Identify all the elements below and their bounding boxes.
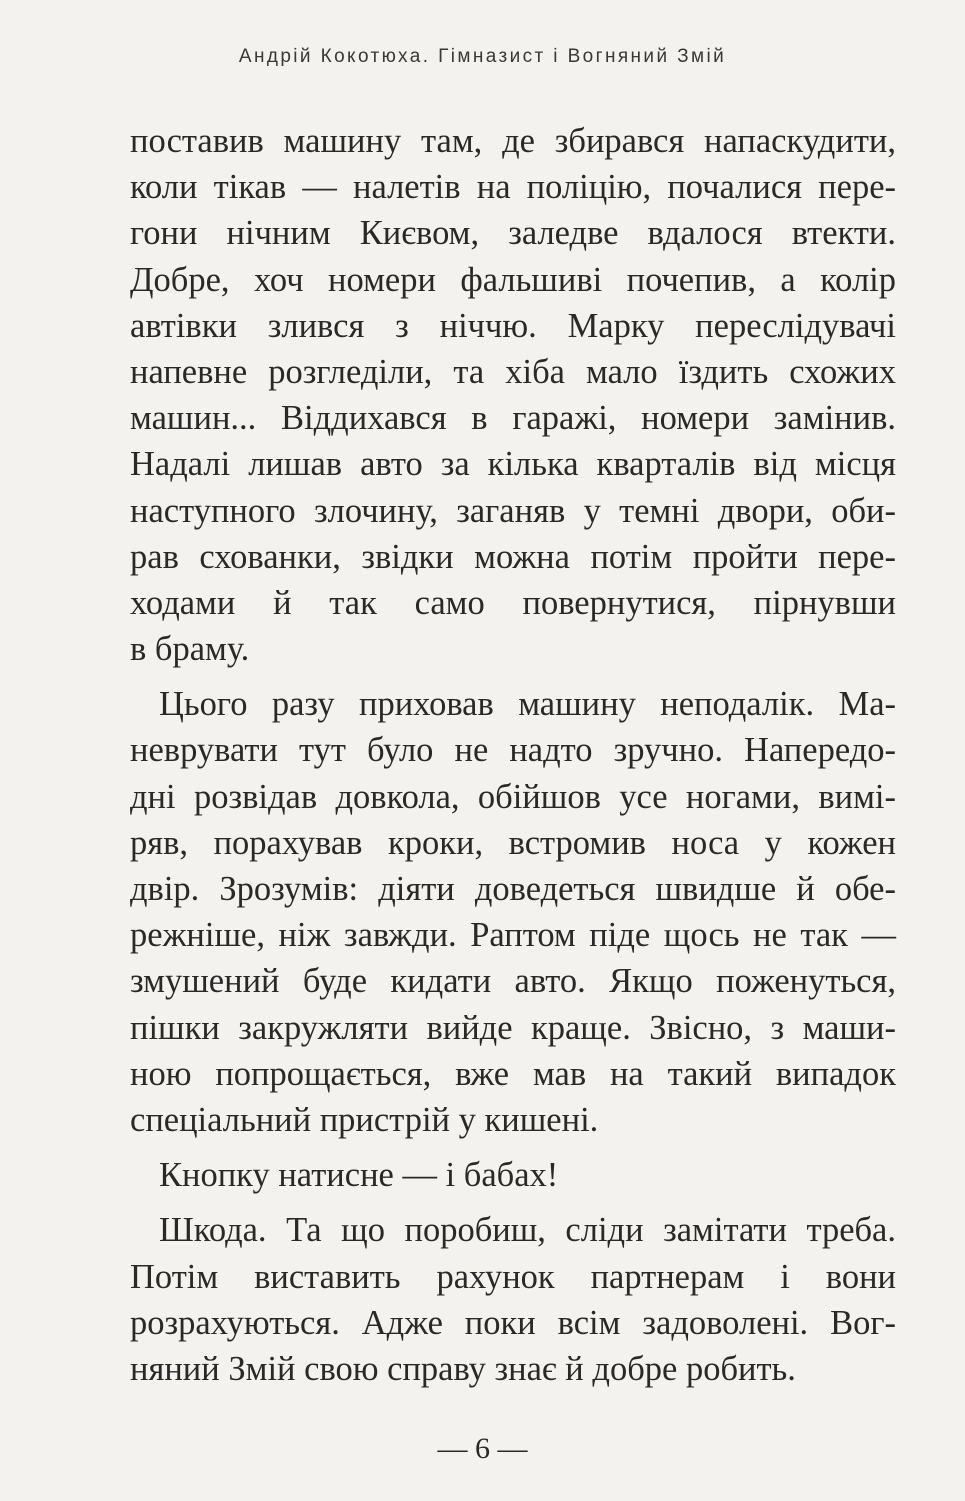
text-line: ходами й так само повернутися, пірнувши xyxy=(130,583,896,622)
paragraph xyxy=(130,681,896,1143)
paragraph xyxy=(130,118,896,672)
paragraph xyxy=(130,1152,896,1198)
text-line: автівки злився з ніччю. Марку переслідувачі xyxy=(130,306,896,345)
text-line: режніше, ніж завжди. Раптом піде щось не так — xyxy=(130,916,896,955)
text-line: Цього разу приховав машину неподалік. Ма- xyxy=(159,685,896,724)
body-text xyxy=(130,118,896,1392)
text-line: машин... Віддихався в гаражі, номери замінив. xyxy=(130,399,896,438)
text-line: пішки закружляти вийде краще. Звісно, з маши- xyxy=(130,1008,896,1047)
text-line: ряв, порахував кроки, встромив носа у кожен xyxy=(130,823,896,862)
text-line: Шкода. Та що поробиш, сліди замітати треба. xyxy=(159,1211,896,1250)
paragraph xyxy=(130,1207,896,1392)
text-line: неврувати тут було не надто зручно. Напередо- xyxy=(130,731,896,770)
text-line: наступного злочину, заганяв у темні двори, оби- xyxy=(130,491,896,530)
text-line: няний Змій свою справу знає й добре робить. xyxy=(130,1349,796,1388)
paragraph-gap xyxy=(130,672,896,681)
text-line: напевне розгледіли, та хіба мало їздить схожих xyxy=(130,352,896,391)
text-line: рав схованки, звідки можна потім пройти пере- xyxy=(130,537,896,576)
text-line: спеціальний пристрій у кишені. xyxy=(130,1100,599,1139)
text-line: Потім виставить рахунок партнерам і вони xyxy=(130,1257,896,1296)
running-head: Андрій Кокотюха. Гімназист і Вогняний Змій xyxy=(238,46,727,67)
text-line: гони нічним Києвом, заледве вдалося втекти. xyxy=(130,214,896,253)
text-line: Надалі лишав авто за кілька кварталів від місця xyxy=(130,445,896,484)
text-line: коли тікав — налетів на поліцію, почалися пере- xyxy=(130,168,896,207)
paragraph-gap xyxy=(130,1198,896,1207)
text-line: поставив машину там, де збирався напаскудити, xyxy=(130,122,896,160)
text-line: ною попрощається, вже мав на такий випадок xyxy=(130,1054,896,1093)
text-line: розрахуються. Адже поки всім задоволені. Вог- xyxy=(130,1303,896,1342)
text-line: дні розвідав довкола, обійшов усе ногами, вимі- xyxy=(130,777,896,816)
paragraph-gap xyxy=(130,1143,896,1152)
text-line: в браму. xyxy=(130,630,250,669)
text-line: змушений буде кидати авто. Якщо поженуться, xyxy=(130,962,896,1001)
text-line: двір. Зрозумів: діяти доведеться швидше й обе- xyxy=(130,870,896,908)
page-number: — 6 — xyxy=(437,1432,528,1465)
text-line: Кнопку натисне — і бабах! xyxy=(159,1156,559,1195)
text-line: Добре, хоч номери фальшиві почепив, а колір xyxy=(130,260,896,299)
